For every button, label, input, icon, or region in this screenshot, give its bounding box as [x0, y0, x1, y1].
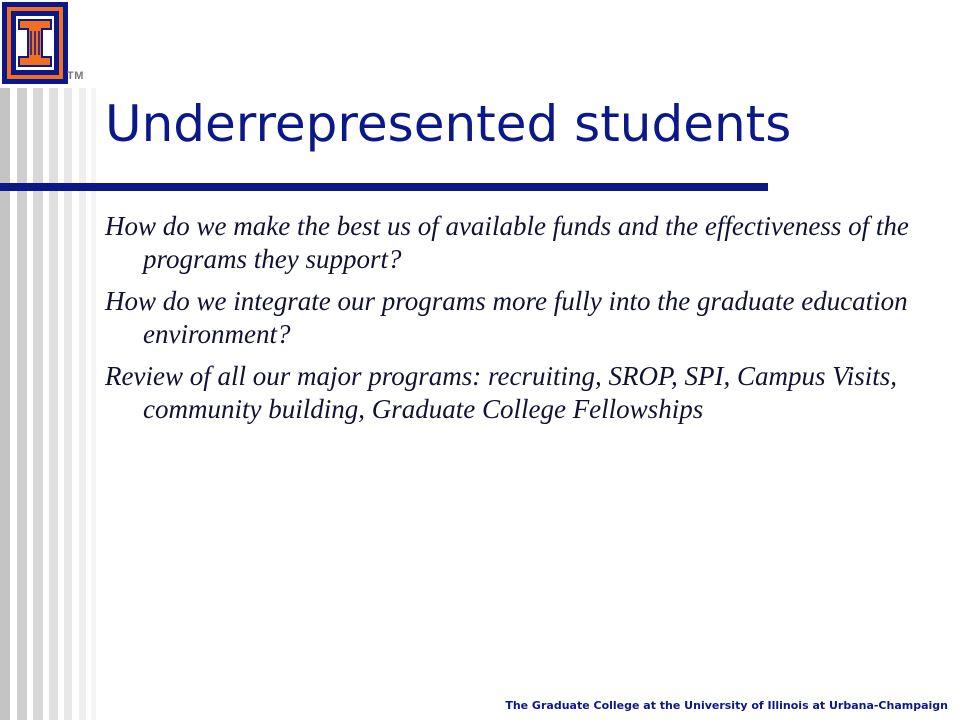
bullet-item: Review of all our major programs: recruiting, SROP, SPI, Campus Visits, community building, Graduate College Fellowships	[105, 361, 897, 424]
bullet-item: How do we integrate our programs more fully into the graduate education environment?	[105, 286, 908, 349]
trademark-mark: TM	[67, 70, 84, 82]
bullet-item: How do we make the best us of available funds and the effectiveness of the programs they support?	[105, 211, 909, 274]
footer-text: The Graduate College at the University of Illinois at Urbana-Champaign	[505, 699, 948, 712]
bullet-list	[105, 210, 935, 435]
slide-title: Underrepresented students	[105, 95, 792, 153]
title-underline	[0, 183, 768, 191]
university-logo-icon	[2, 2, 68, 84]
